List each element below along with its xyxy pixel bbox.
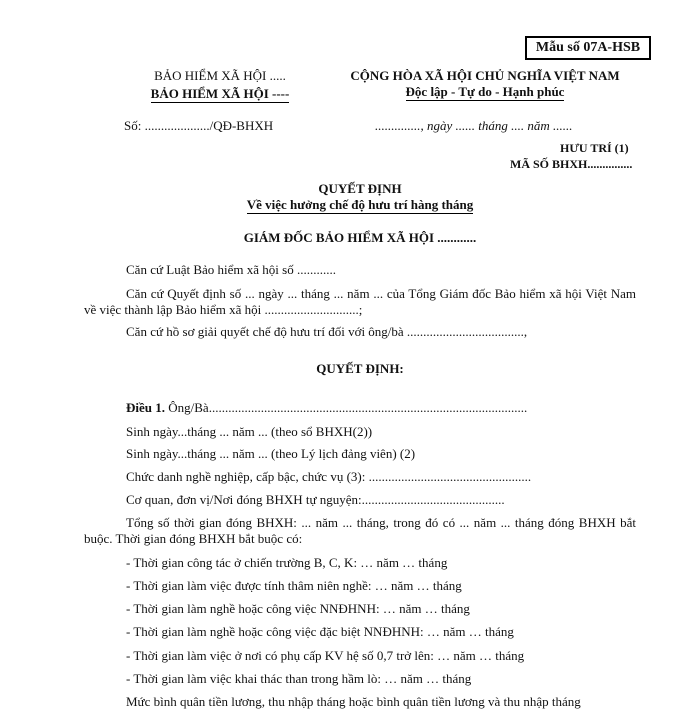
ss-code: MÃ SỐ BHXH...............	[510, 157, 633, 171]
item-war-zone: - Thời gian công tác ở chiến trường B, C, K: … năm … tháng	[126, 555, 448, 570]
article-1-text: Ông/Bà..................................................................................................	[165, 400, 528, 415]
total-contribution: Tổng số thời gian đóng BHXH: ... năm ... tháng, trong đó có ... năm ... tháng đóng BHXH bắt buộc. Thời gian đóng BHXH bắt buộc có:	[84, 515, 636, 546]
article-1	[126, 400, 527, 416]
preamble-dossier: Căn cứ hồ sơ giải quyết chế độ hưu trí đối với ông/bà ....................................,	[126, 324, 528, 339]
job-title: Chức danh nghề nghiệp, cấp bậc, chức vụ (3): ..................................................	[126, 469, 532, 484]
item-regional-allowance: - Thời gian làm việc ở nơi có phụ cấp KV hệ số 0,7 trở lên: … năm … tháng	[126, 648, 525, 663]
doc-number: Số: ..................../QĐ-BHXH	[124, 118, 274, 133]
date-line: .............., ngày ...... tháng .... năm ......	[375, 118, 573, 133]
work-unit: Cơ quan, đơn vị/Nơi đóng BHXH tự nguyện:............................................	[126, 492, 505, 507]
pension-label: HƯU TRÍ (1)	[560, 141, 629, 155]
decision-title: QUYẾT ĐỊNH	[318, 181, 402, 196]
motto-text: Độc lập - Tự do - Hạnh phúc	[405, 84, 565, 99]
form-code-box: Mẫu số 07A-HSB	[525, 36, 651, 60]
average-salary-line: Mức bình quân tiền lương, thu nhập tháng hoặc bình quân tiền lương và thu nhập tháng	[126, 694, 581, 709]
country-title: CỘNG HÒA XÃ HỘI CHỦ NGHĨA VIỆT NAM	[350, 68, 620, 83]
motto	[320, 84, 650, 100]
decide-heading: QUYẾT ĐỊNH:	[316, 361, 404, 376]
item-hazardous: - Thời gian làm nghề hoặc công việc NNĐHNH: … năm … tháng	[126, 601, 470, 616]
agency-line2	[95, 86, 345, 102]
preamble-law: Căn cứ Luật Bảo hiểm xã hội số ............	[126, 262, 336, 277]
article-1-label: Điều 1.	[126, 400, 165, 415]
decision-subtitle	[84, 197, 636, 213]
birth-date-ss: Sinh ngày...tháng ... năm ... (theo sổ BHXH(2))	[126, 424, 373, 439]
birth-date-party: Sinh ngày...tháng ... năm ... (theo Lý lịch đảng viên) (2)	[126, 446, 416, 461]
preamble-decision: Căn cứ Quyết định số ... ngày ... tháng ... năm ... của Tổng Giám đốc Bảo hiểm xã hội Việt Nam về việc thành lập Bảo hiểm xã hội .............................;	[84, 286, 636, 317]
item-seniority: - Thời gian làm việc được tính thâm niên nghề: … năm … tháng	[126, 578, 462, 593]
decision-subtitle-text: Về việc hưởng chế độ hưu trí hàng tháng	[246, 197, 474, 212]
agency-line2-text: BẢO HIỂM XÃ HỘI ----	[150, 86, 290, 101]
agency-line1: BẢO HIỂM XÃ HỘI .....	[154, 68, 286, 83]
item-special-hazardous: - Thời gian làm nghề hoặc công việc đặc biệt NNĐHNH: … năm … tháng	[126, 624, 514, 639]
director-heading: GIÁM ĐỐC BẢO HIỂM XÃ HỘI ............	[243, 230, 477, 245]
item-coal-mining: - Thời gian làm việc khai thác than trong hầm lò: … năm … tháng	[126, 671, 472, 686]
